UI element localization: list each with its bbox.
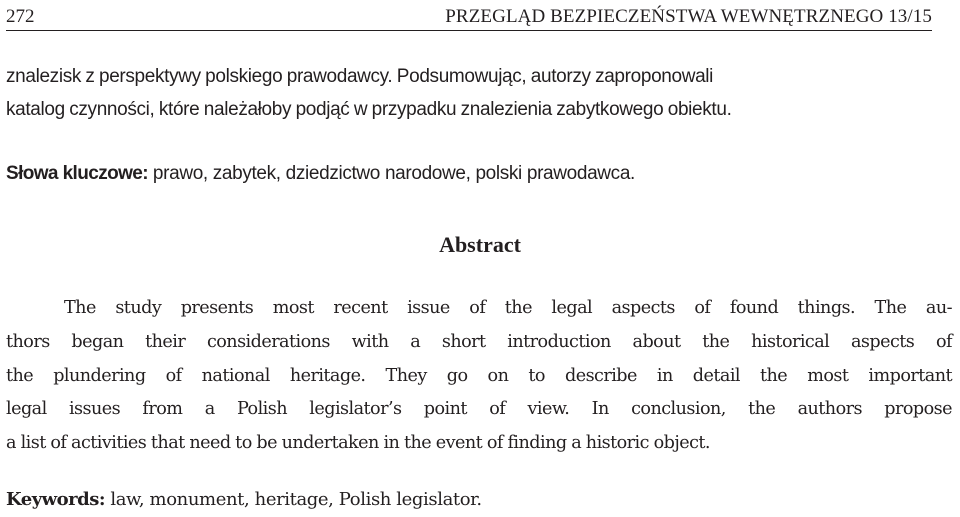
abstract-line: thors began their considerations with a short introduction about the historical aspects of (6, 331, 952, 352)
abstract-heading: Abstract (439, 232, 521, 257)
abstract-body (6, 292, 952, 461)
english-keywords-text: law, monument, heritage, Polish legislator. (105, 489, 482, 510)
polish-keywords-label: Słowa kluczowe: (6, 163, 148, 184)
abstract-line: a list of activities that need to be undertaken in the event of finding a historic object. (6, 433, 710, 454)
polish-summary-line: znalezisk z perspektywy polskiego prawodawcy. Podsumowując, autorzy zaproponowali (6, 66, 714, 87)
english-keywords-label: Keywords: (6, 489, 106, 510)
polish-keywords (6, 157, 635, 190)
polish-keywords-text: prawo, zabytek, dziedzictwo narodowe, polski prawodawca. (147, 163, 635, 184)
polish-summary-line: katalog czynności, które należałoby podjąć w przypadku znalezienia zabytkowego obiektu. (6, 99, 732, 120)
journal-title: PRZEGLĄD BEZPIECZEŃSTWA WEWNĘTRZNEGO 13/15 (445, 6, 932, 27)
abstract-line: legal issues from a Polish legislator’s point of view. In conclusion, the authors propose (6, 399, 952, 420)
polish-summary (6, 60, 952, 126)
abstract-line: The study presents most recent issue of the legal aspects of found things. The au- (64, 298, 952, 318)
page-number: 272 (6, 6, 35, 27)
english-keywords (6, 484, 482, 516)
running-header (6, 4, 932, 31)
abstract-line: the plundering of national heritage. They go on to describe in detail the most important (6, 365, 952, 386)
